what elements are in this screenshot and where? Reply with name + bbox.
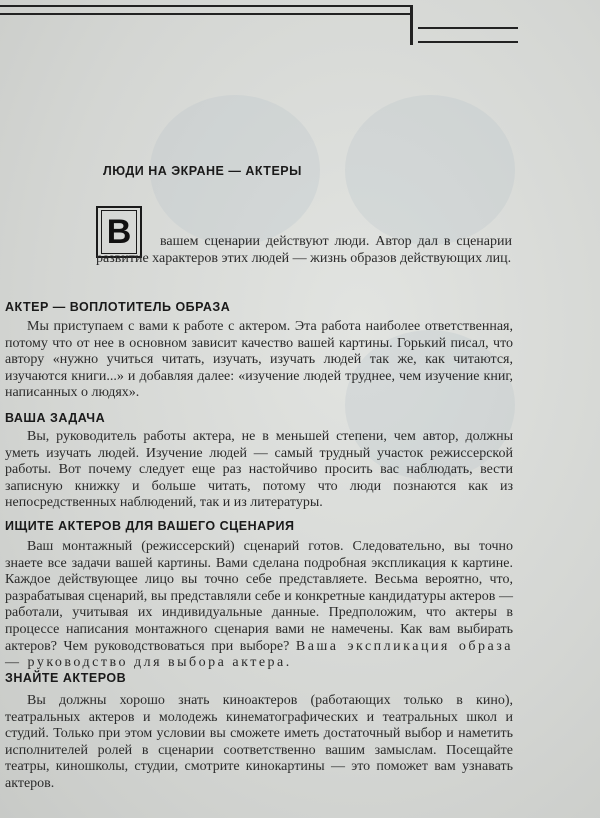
section-paragraph-your-task: Вы, руководитель работы актера, не в меньшей степени, чем автор, должны уметь изучать людей. Изучение людей — самый трудный участок режиссерской работы. Вот почему следует еще раз настойчиво просить вас наблюдать, вести записную книжку и больше читать, потому что люди познаются как из непосредственных наблюдений, так и из литературы. — [5, 429, 513, 511]
section-heading-know-actors: ЗНАЙТЕ АКТЕРОВ — [5, 671, 127, 685]
background-circle-right — [345, 95, 515, 245]
dropcap-letter: В — [101, 210, 137, 254]
section-paragraph-actor-embodiment: Мы приступаем с вами к работе с актером. Эта работа наиболее ответственная, потому что от нее в основном зависит качество вашей картины. Горький писал, что автору «нужно учиться читать, изучать, изучать людей так же, как читаются, изучаются книги...» и добавляя далее: «изучение людей труднее, чем изучение книг, написанных о людях». — [5, 319, 513, 401]
header-rule-right-lower — [418, 41, 518, 43]
section-paragraph-know-actors: Вы должны хорошо знать киноактеров (работающих только в кино), театральных актеров и молодежь кинематографических и театральных школ и студий. Только при этом условии вы сможете иметь достаточный выбор и наметить исполнителей ролей в сценарии соответственно вашим замыслам. Посещайте театры, киношколы, студии, смотрите кинокартины — это поможет вам узнавать актеров. — [5, 693, 513, 791]
section-paragraph-find-actors — [5, 539, 513, 672]
section-heading-actor-embodiment: АКТЕР — ВОПЛОТИТЕЛЬ ОБРАЗА — [5, 300, 231, 314]
chapter-title: ЛЮДИ НА ЭКРАНЕ — АКТЕРЫ — [103, 164, 302, 178]
section-heading-your-task: ВАША ЗАДАЧА — [5, 411, 106, 425]
header-rule-vertical — [410, 5, 413, 45]
header-rule-top — [0, 5, 410, 7]
intro-paragraph: вашем сценарии действуют люди. Автор дал в сценарии развитие характеров этих людей — жизнь образов действующих лиц. — [96, 234, 512, 266]
section-heading-find-actors: ИЩИТЕ АКТЕРОВ ДЛЯ ВАШЕГО СЦЕНАРИЯ — [5, 519, 295, 533]
find-actors-text: Ваш монтажный (режиссерский) сценарий готов. Следовательно, вы точно знаете все задачи вашей картины. Вами сделана подробная экспликация к картине. Каждое действующее лицо вы точно себе представляете. Весьма вероятно, что, разрабатывая сценарий, вы представляли себе и конкретные кандидатуры актеров — работали, учитывая их индивидуальные данные. Предположим, что актеры в процессе написания монтажного сценария вами не намечены. Как вам выбирать актеров? Чем руководствоваться при выборе? — [5, 539, 513, 654]
header-rule-right-upper — [418, 27, 518, 29]
header-rule-long — [0, 13, 410, 15]
find-actors-emphasis: Ваша экспликация образа — руководство для выбора актера. — [5, 638, 514, 671]
